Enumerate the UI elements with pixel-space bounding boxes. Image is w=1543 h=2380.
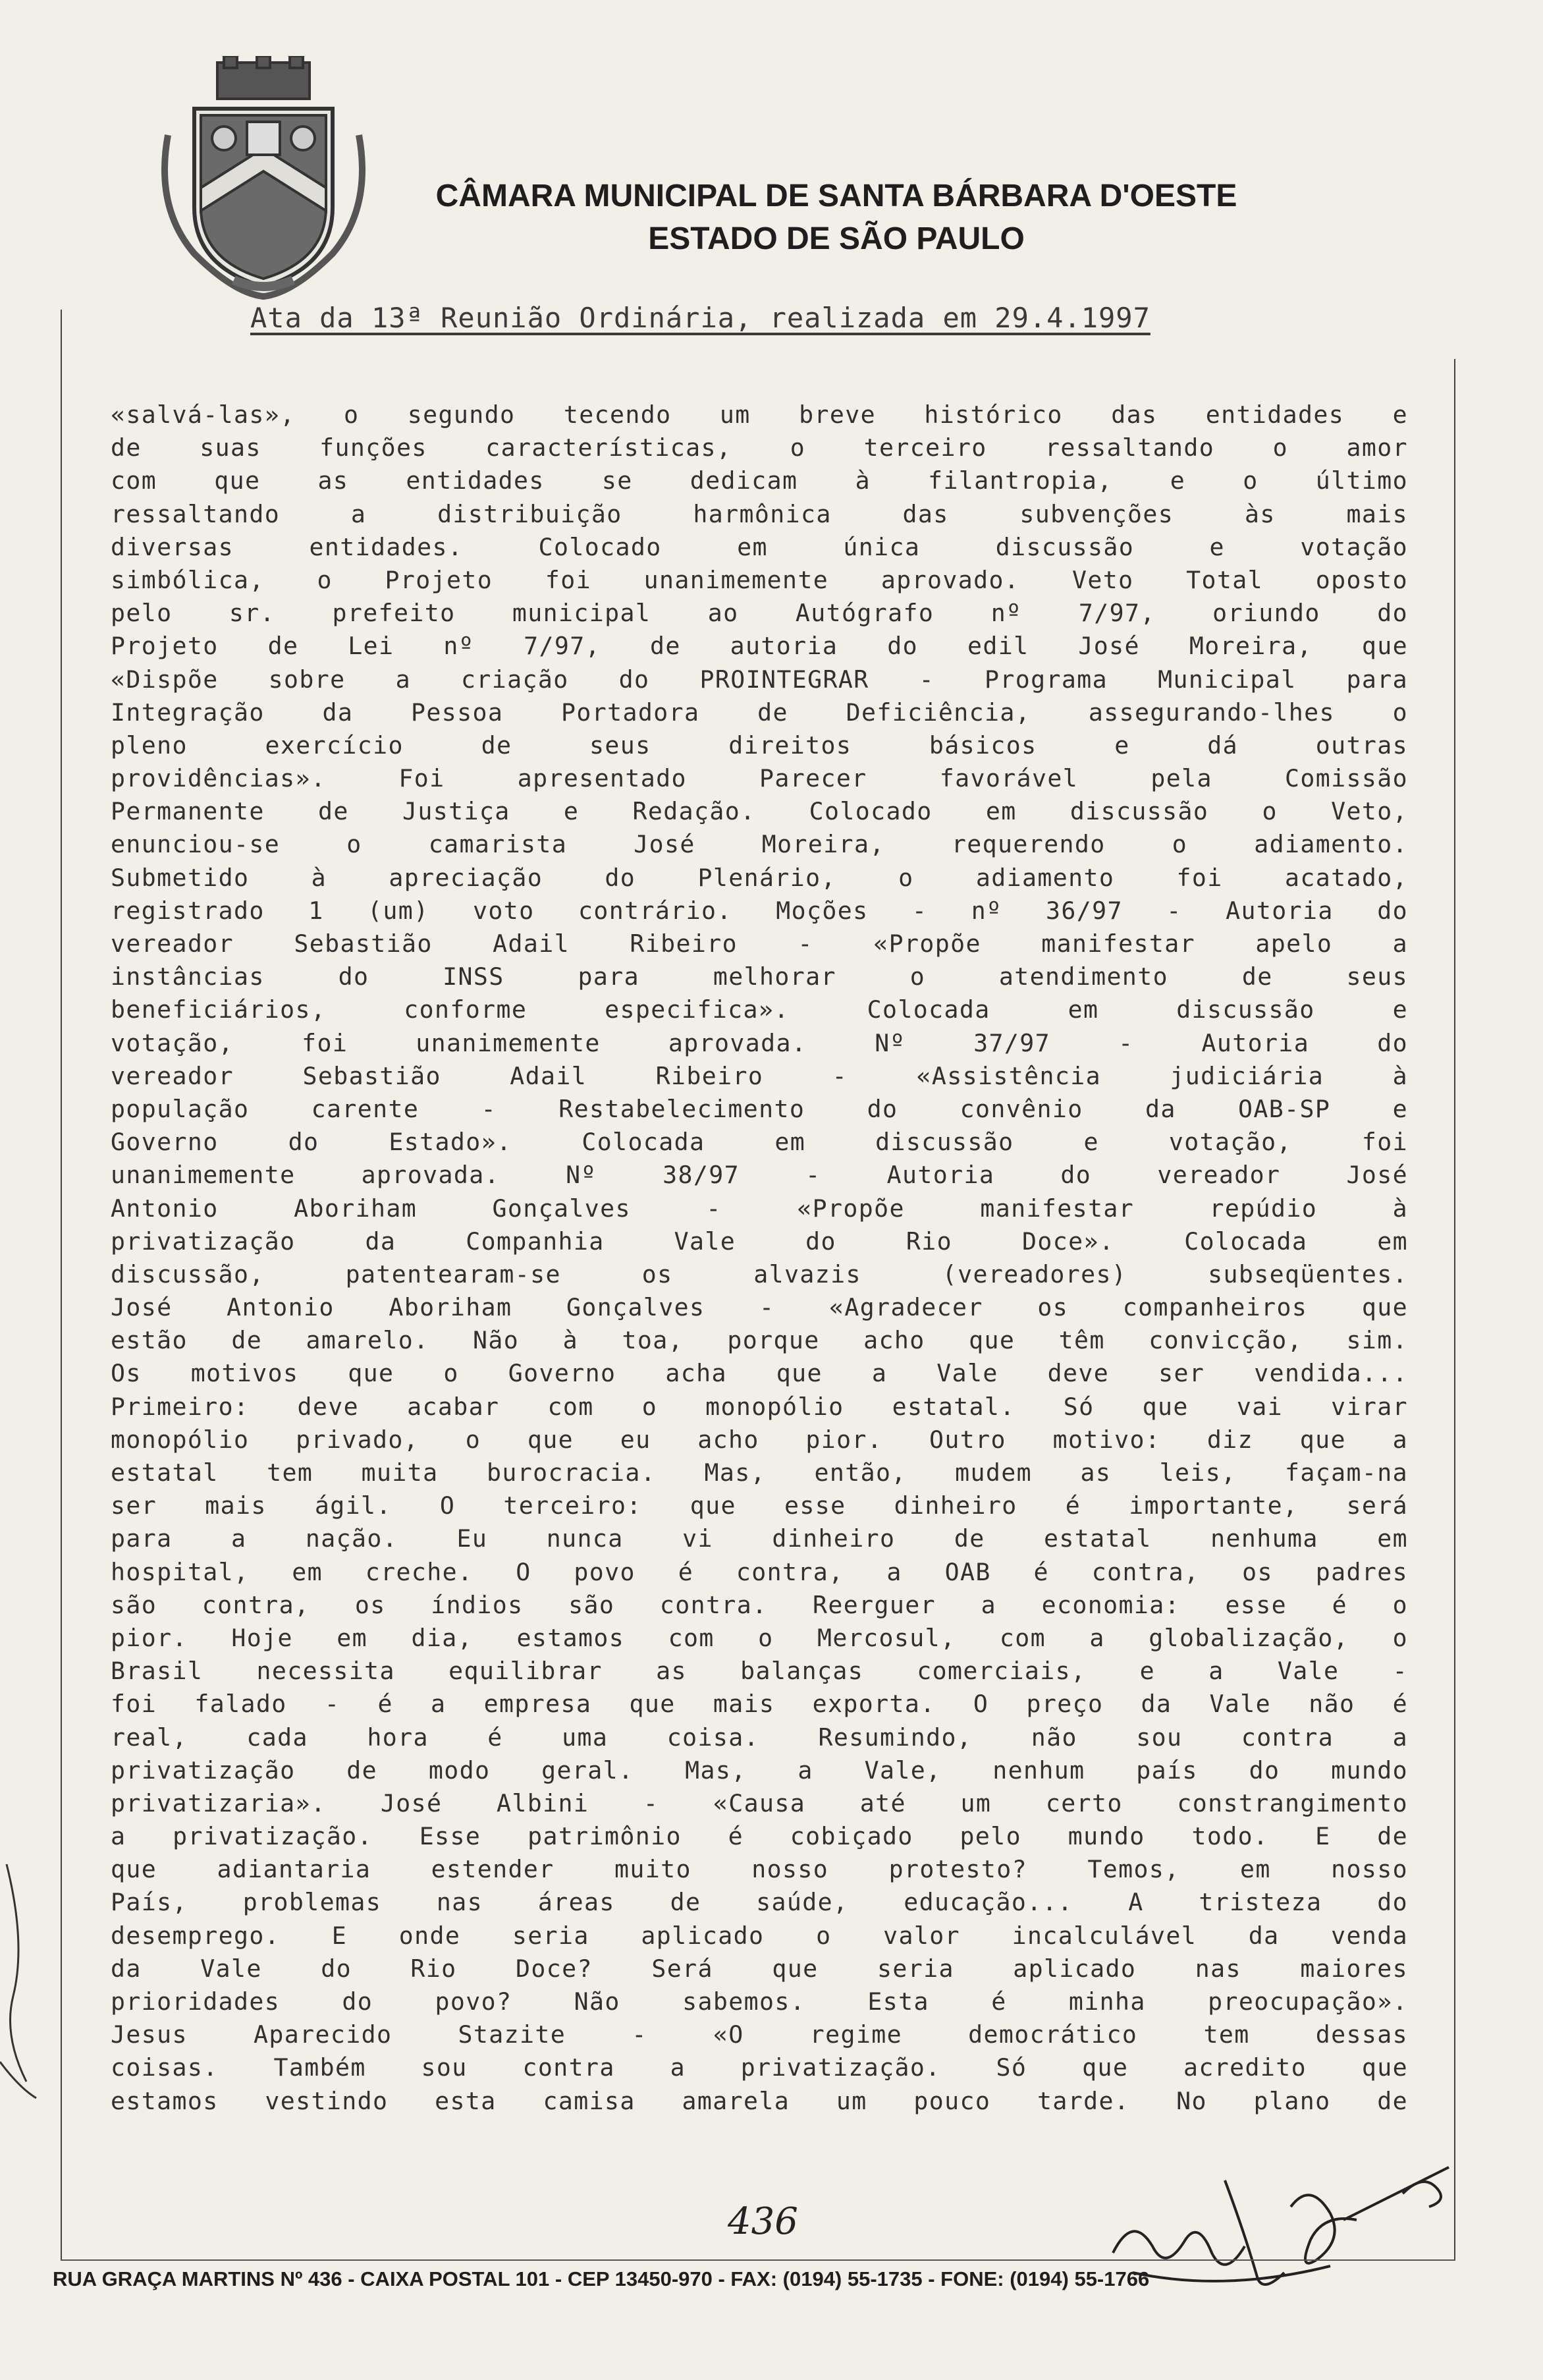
footer-divider [61,2259,1455,2261]
footer-address: RUA GRAÇA MARTINS Nº 436 - CAIXA POSTAL 101 - CEP 13450-970 - FAX: (0194) 55-1735 - FONE: (0194) 55-1766 [53,2267,1150,2290]
body-line: beneficiários, conforme especifica». Colocada em discussão e [111,995,1408,1024]
body-line: para a nação. Eu nunca vi dinheiro de estatal nenhuma em [111,1524,1408,1553]
body-line: da Vale do Rio Doce? Será que seria aplicado nas maiores [111,1954,1408,1983]
body-line: com que as entidades se dedicam à filantropia, e o último [111,466,1408,495]
body-line: pleno exercício de seus direitos básicos e dá outras [111,731,1408,760]
municipal-coat-of-arms [155,56,372,300]
body-line: ressaltando a distribuição harmônica das subvenções às mais [111,499,1408,528]
body-line: unanimemente aprovada. Nº 38/97 - Autoria do vereador José [111,1161,1408,1190]
body-line: diversas entidades. Colocado em única discussão e votação [111,532,1408,561]
body-line: estão de amarelo. Não à toa, porque acho que têm convicção, sim. [111,1326,1408,1355]
body-line: privatizaria». José Albini - «Causa até um certo constrangimento [111,1788,1408,1817]
body-line: simbólica, o Projeto foi unanimemente aprovado. Veto Total oposto [111,565,1408,594]
body-line: desemprego. E onde seria aplicado o valor incalculável da venda [111,1921,1408,1950]
body-line: Jesus Aparecido Stazite - «O regime democrático tem dessas [111,2020,1408,2049]
body-line: Permanente de Justiça e Redação. Colocado em discussão o Veto, [111,797,1408,826]
body-line: que adiantaria estender muito nosso protesto? Temos, em nosso [111,1855,1408,1884]
page-number: 436 [728,2200,798,2243]
body-line: de suas funções características, o terceiro ressaltando o amor [111,433,1408,462]
body-line: hospital, em creche. O povo é contra, a OAB é contra, os padres [111,1557,1408,1586]
left-margin-line [61,310,62,2259]
right-margin-line [1454,359,1455,2259]
state-name: ESTADO DE SÃO PAULO [648,221,1025,256]
body-line: a privatização. Esse patrimônio é cobiçado pelo mundo todo. E de [111,1822,1408,1851]
body-line: prioridades do povo? Não sabemos. Esta é minha preocupação». [111,1987,1408,2016]
body-line: Projeto de Lei nº 7/97, de autoria do edil José Moreira, que [111,632,1408,661]
body-line: Antonio Aboriham Gonçalves - «Propõe manifestar repúdio à [111,1194,1408,1223]
minutes-body [111,399,1408,2118]
body-line: Integração da Pessoa Portadora de Deficiência, assegurando-lhes o [111,698,1408,727]
body-line: privatização da Companhia Vale do Rio Doce». Colocada em [111,1227,1408,1256]
body-line: vereador Sebastião Adail Ribeiro - «Propõe manifestar apelo a [111,929,1408,958]
body-line: providências». Foi apresentado Parecer favorável pela Comissão [111,764,1408,793]
body-line: País, problemas nas áreas de saúde, educação... A tristeza do [111,1888,1408,1917]
body-line: instâncias do INSS para melhorar o atendimento de seus [111,962,1408,991]
institution-name: CÂMARA MUNICIPAL DE SANTA BÁRBARA D'OESTE [435,179,1237,213]
body-line: José Antonio Aboriham Gonçalves - «Agradecer os companheiros que [111,1293,1408,1322]
body-line: pelo sr. prefeito municipal ao Autógrafo nº 7/97, oriundo do [111,599,1408,628]
body-line: estatal tem muita burocracia. Mas, então, mudem as leis, façam-na [111,1458,1408,1487]
body-line: votação, foi unanimemente aprovada. Nº 37/97 - Autoria do [111,1028,1408,1057]
body-line: pior. Hoje em dia, estamos com o Mercosul, com a globalização, o [111,1623,1408,1652]
body-line: «Dispõe sobre a criação do PROINTEGRAR - Programa Municipal para [111,665,1408,694]
minutes-title: Ata da 13ª Reunião Ordinária, realizada em 29.4.1997 [250,302,1150,334]
body-line: «salvá-las», o segundo tecendo um breve histórico das entidades e [111,401,1408,429]
body-line: vereador Sebastião Adail Ribeiro - «Assistência judiciária à [111,1061,1408,1090]
body-line: enunciou-se o camarista José Moreira, requerendo o adiamento. [111,830,1408,859]
body-line: são contra, os índios são contra. Reerguer a economia: esse é o [111,1590,1408,1619]
body-line: Primeiro: deve acabar com o monopólio estatal. Só que vai virar [111,1392,1408,1421]
body-line: real, cada hora é uma coisa. Resumindo, não sou contra a [111,1723,1408,1752]
body-line: Brasil necessita equilibrar as balanças comerciais, e a Vale - [111,1657,1408,1686]
body-line: discussão, patentearam-se os alvazis (vereadores) subseqüentes. [111,1259,1408,1288]
body-line: ser mais ágil. O terceiro: que esse dinheiro é importante, será [111,1491,1408,1520]
body-line: registrado 1 (um) voto contrário. Moções - nº 36/97 - Autoria do [111,896,1408,925]
margin-handwriting-mark [0,1864,46,2101]
body-line: privatização de modo geral. Mas, a Vale, nenhum país do mundo [111,1756,1408,1785]
body-line: população carente - Restabelecimento do convênio da OAB-SP e [111,1094,1408,1123]
body-line: Submetido à apreciação do Plenário, o adiamento foi acatado, [111,863,1408,892]
body-line: estamos vestindo esta camisa amarela um pouco tarde. No plano de [111,2086,1408,2115]
body-line: Governo do Estado». Colocada em discussão e votação, foi [111,1128,1408,1157]
body-line: foi falado - é a empresa que mais exporta. O preço da Vale não é [111,1690,1408,1719]
body-line: monopólio privado, o que eu acho pior. Outro motivo: diz que a [111,1425,1408,1454]
body-line: coisas. Também sou contra a privatização. Só que acredito que [111,2053,1408,2082]
body-line: Os motivos que o Governo acha que a Vale deve ser vendida... [111,1359,1408,1388]
